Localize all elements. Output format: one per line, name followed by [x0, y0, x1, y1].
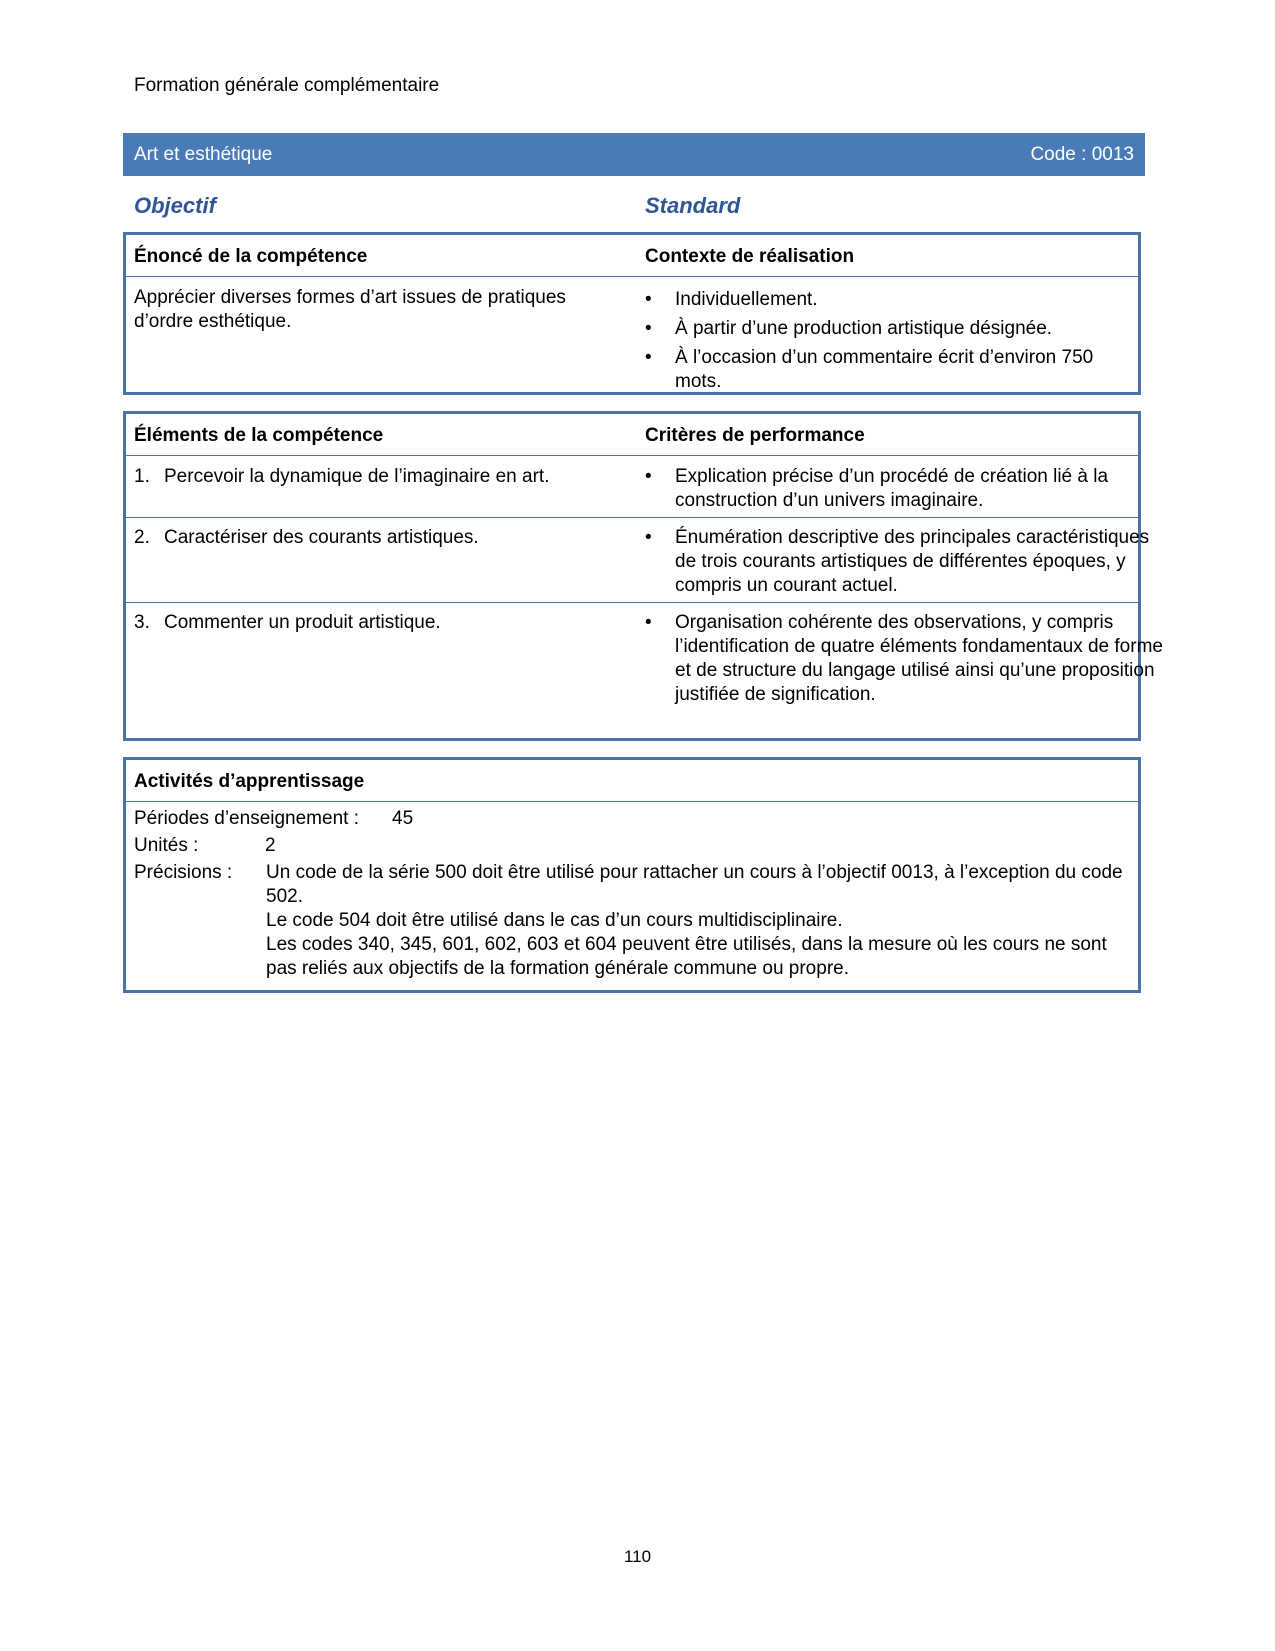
context-item: • À l’occasion d’un commentaire écrit d’environ 750 mots. — [645, 346, 1135, 394]
code-label: Code : — [1030, 144, 1087, 165]
criterion-item: • Explication précise d’un procédé de création lié à la construction d’un univers imaginaire. — [645, 465, 1165, 513]
element-number: 2. — [134, 527, 150, 548]
criteria-header: Critères de performance — [645, 425, 865, 446]
context-item: • À partir d’une production artistique désignée. — [645, 317, 1135, 341]
activities-box-header — [126, 760, 1138, 802]
element-item — [134, 526, 654, 550]
running-head: Formation générale complémentaire — [134, 75, 440, 96]
element-row — [126, 517, 1150, 602]
element-text: Caractériser des courants artistiques. — [164, 527, 479, 548]
element-number: 1. — [134, 466, 150, 487]
objective-code — [1030, 144, 1134, 166]
precision-item: Le code 504 doit être utilisé dans le cas d’un cours multidisciplinaire. — [266, 910, 843, 931]
objective-title: Art et esthétique — [134, 144, 273, 165]
element-number: 3. — [134, 612, 150, 633]
units-value: 2 — [265, 835, 276, 856]
context-header: Contexte de réalisation — [645, 246, 855, 267]
element-text: Commenter un produit artistique. — [164, 612, 441, 633]
section-head-objectif: Objectif — [134, 193, 216, 218]
element-item — [134, 611, 654, 635]
precisions-list — [266, 861, 1126, 981]
activities-header: Activités d’apprentissage — [134, 771, 365, 792]
objective-banner — [123, 133, 1145, 176]
competence-box — [123, 232, 1141, 395]
context-item: • Individuellement. — [645, 288, 1135, 312]
element-row — [126, 456, 1138, 517]
units-label: Unités : — [134, 835, 199, 856]
criterion-item: • Organisation cohérente des observations, y compris l’identification de quatre éléments fondamentaux de forme et de structure du langage utilisé ainsi qu’une proposition justifiée de signification. — [645, 611, 1165, 707]
precision-item: Un code de la série 500 doit être utilisé pour rattacher un cours à l’objectif 0013, à l’exception du code 502. — [266, 862, 1123, 907]
competence-statement: Apprécier diverses formes d’art issues de pratiques d’ordre esthétique. — [134, 287, 566, 332]
page-number: 110 — [623, 1547, 652, 1566]
competence-row — [126, 277, 1138, 393]
competence-statement-header: Énoncé de la compétence — [134, 246, 368, 267]
precisions-label: Précisions : — [134, 862, 233, 883]
periods-value: 45 — [392, 808, 414, 829]
elements-box-header — [126, 414, 1138, 456]
activities-content — [126, 802, 1138, 988]
context-list — [645, 288, 1135, 399]
elements-box — [123, 411, 1163, 741]
precision-item: Les codes 340, 345, 601, 602, 603 et 604 peuvent être utilisés, dans la mesure où les cours ne sont pas reliés aux objectifs de la formation générale commune ou propre. — [266, 934, 1107, 979]
section-head-standard: Standard — [645, 193, 741, 218]
element-row — [126, 602, 1163, 735]
element-item — [134, 465, 654, 489]
periods-label: Périodes d’enseignement : — [134, 808, 359, 829]
elements-header: Éléments de la compétence — [134, 425, 384, 446]
code-value: 0013 — [1091, 144, 1134, 165]
activities-box — [123, 757, 1141, 993]
element-text: Percevoir la dynamique de l’imaginaire en art. — [164, 466, 550, 487]
competence-box-header — [126, 235, 1138, 277]
criterion-item: • Énumération descriptive des principales caractéristiques de trois courants artistiques de différentes époques, y compris un courant actuel. — [645, 526, 1165, 598]
